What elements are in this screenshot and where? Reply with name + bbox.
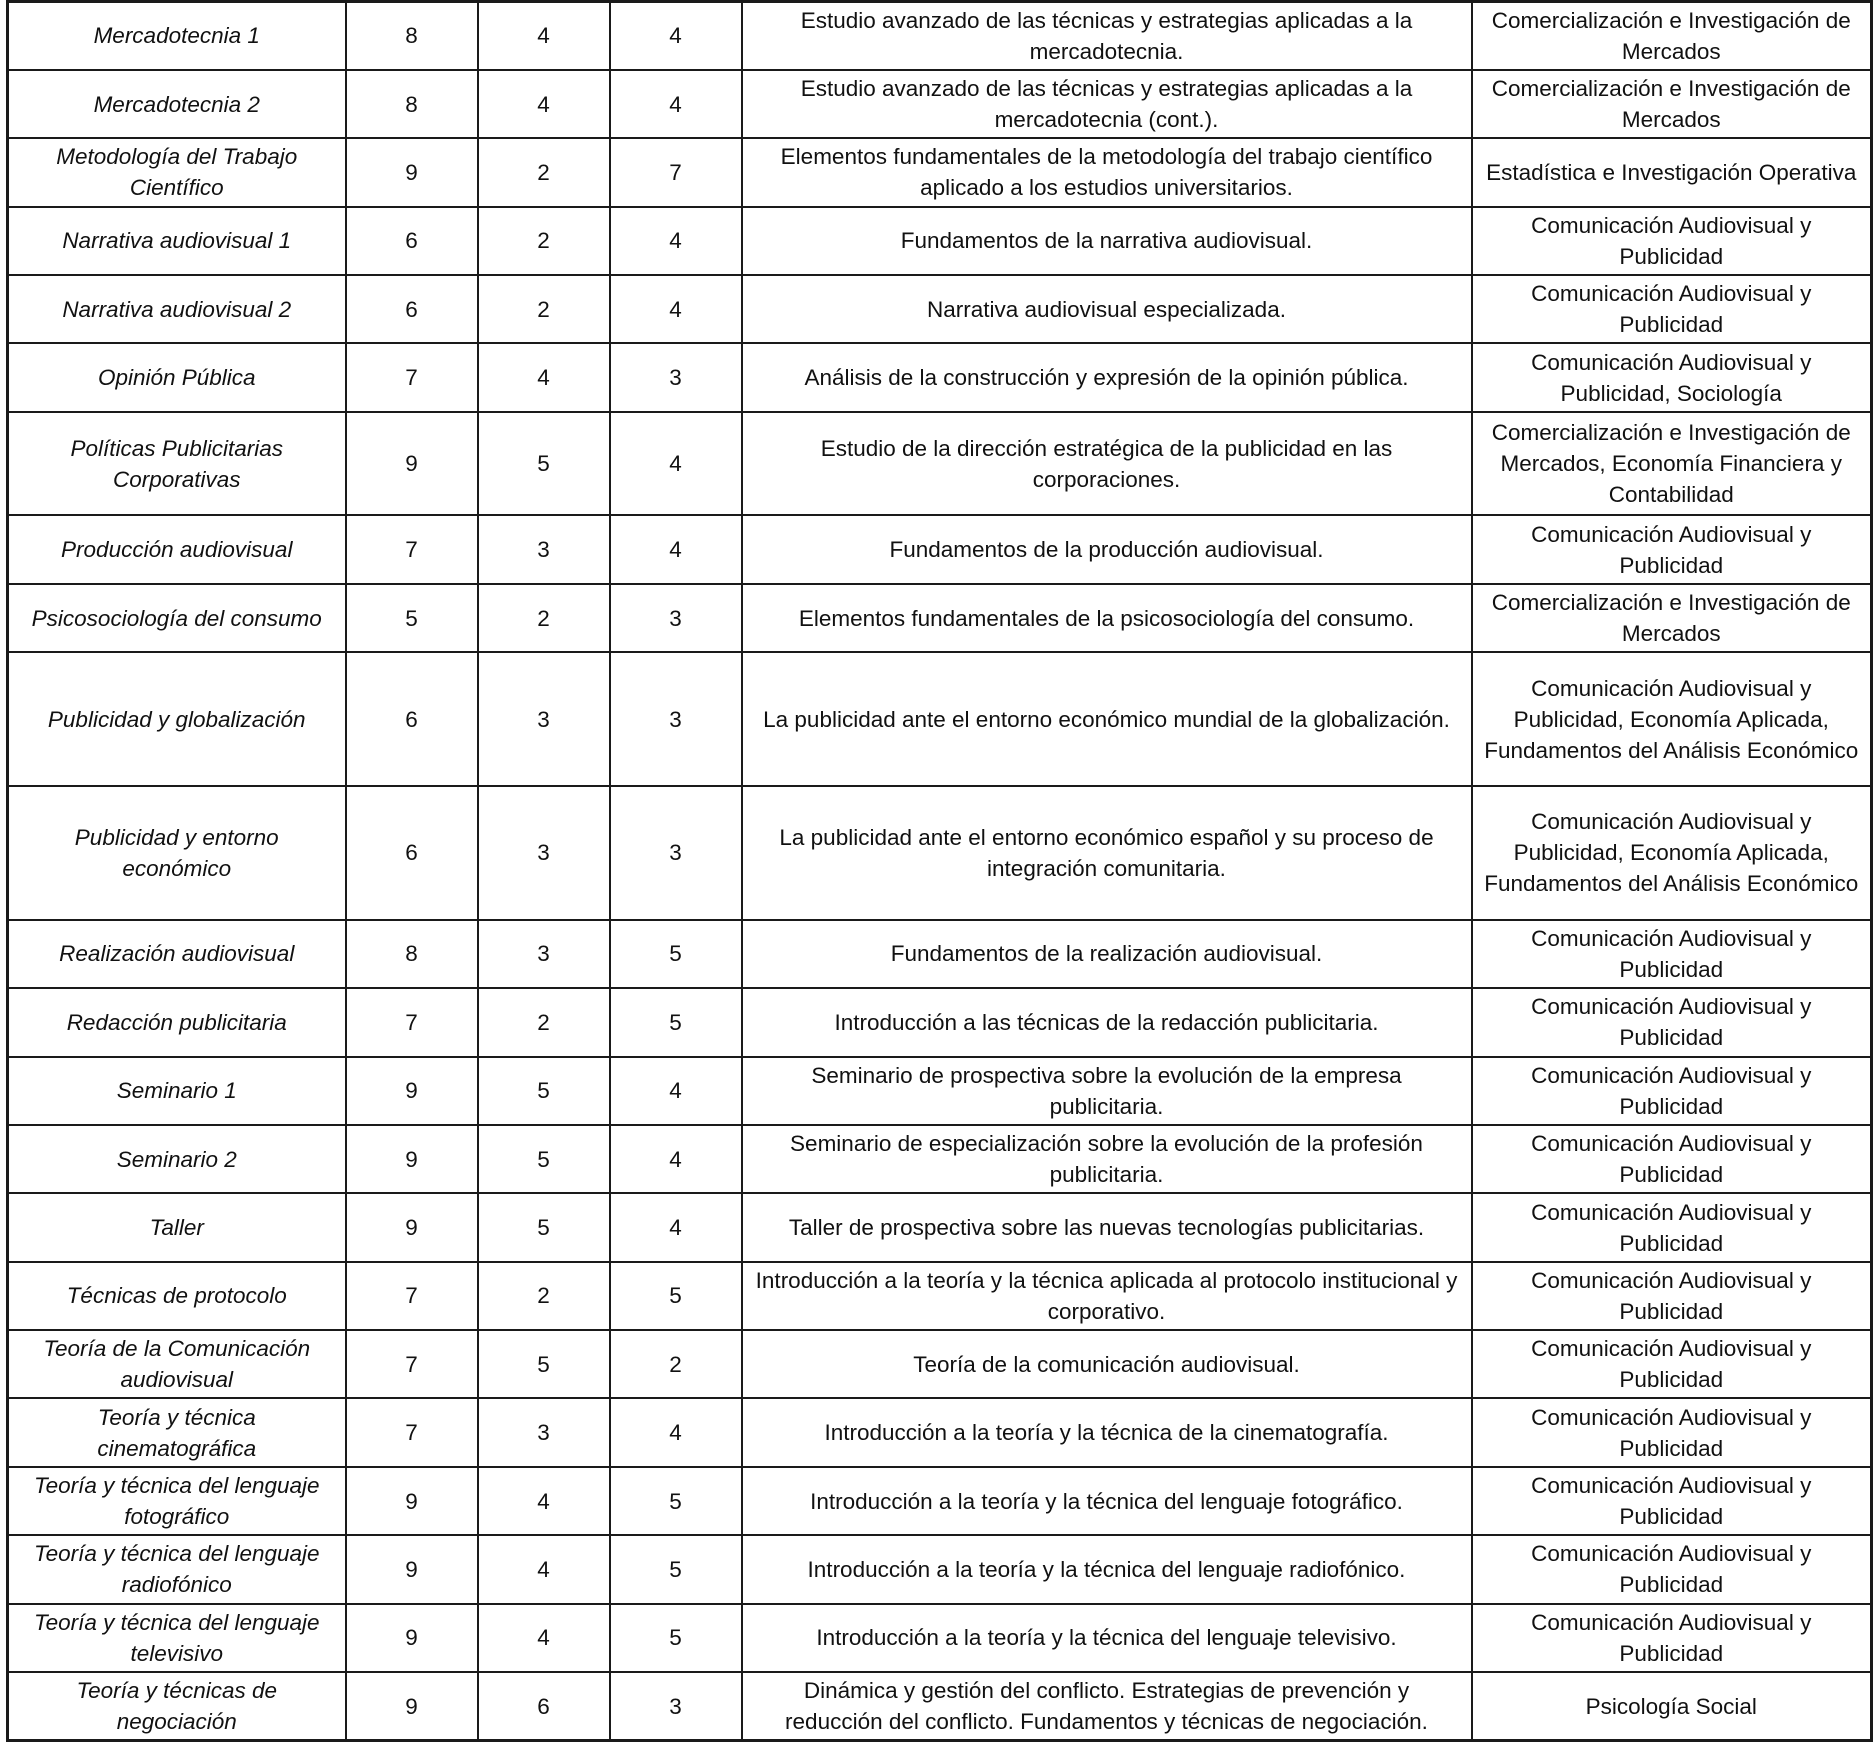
department-cell: Comunicación Audiovisual y Publicidad xyxy=(1472,1398,1872,1466)
description-cell: Introducción a la teoría y la técnica aplicada al protocolo institucional y corporativo. xyxy=(742,1262,1472,1330)
subject-cell: Publicidad y globalización xyxy=(8,652,346,786)
credits-cell: 6 xyxy=(346,652,478,786)
table-row xyxy=(8,1262,1872,1330)
description-cell: La publicidad ante el entorno económico mundial de la globalización. xyxy=(742,652,1472,786)
department-cell: Comunicación Audiovisual y Publicidad xyxy=(1472,1604,1872,1672)
description-cell: Taller de prospectiva sobre las nuevas tecnologías publicitarias. xyxy=(742,1193,1472,1261)
theory-credits-cell: 4 xyxy=(478,1604,610,1672)
theory-credits-cell: 2 xyxy=(478,1262,610,1330)
department-cell: Comunicación Audiovisual y Publicidad xyxy=(1472,515,1872,583)
theory-credits-cell: 5 xyxy=(478,412,610,516)
description-cell: Elementos fundamentales de la metodología del trabajo científico aplicado a los estudios universitarios. xyxy=(742,138,1472,206)
practice-credits-cell: 5 xyxy=(610,1262,742,1330)
theory-credits-cell: 2 xyxy=(478,584,610,652)
department-cell: Comercialización e Investigación de Mercados xyxy=(1472,584,1872,652)
theory-credits-cell: 2 xyxy=(478,988,610,1056)
theory-credits-cell: 6 xyxy=(478,1672,610,1740)
theory-credits-cell: 5 xyxy=(478,1057,610,1125)
practice-credits-cell: 4 xyxy=(610,70,742,138)
department-cell: Comunicación Audiovisual y Publicidad, Sociología xyxy=(1472,343,1872,411)
department-cell: Comunicación Audiovisual y Publicidad xyxy=(1472,1125,1872,1193)
practice-credits-cell: 3 xyxy=(610,1672,742,1740)
description-cell: Estudio avanzado de las técnicas y estrategias aplicadas a la mercadotecnia (cont.). xyxy=(742,70,1472,138)
subject-cell: Mercadotecnia 1 xyxy=(8,2,346,70)
credits-cell: 7 xyxy=(346,988,478,1056)
table-row xyxy=(8,343,1872,411)
table-row xyxy=(8,1535,1872,1603)
practice-credits-cell: 4 xyxy=(610,1398,742,1466)
subject-cell: Publicidad y entorno económico xyxy=(8,786,346,920)
practice-credits-cell: 3 xyxy=(610,786,742,920)
department-cell: Comunicación Audiovisual y Publicidad xyxy=(1472,1467,1872,1535)
practice-credits-cell: 4 xyxy=(610,1057,742,1125)
practice-credits-cell: 5 xyxy=(610,988,742,1056)
credits-cell: 9 xyxy=(346,1125,478,1193)
description-cell: Elementos fundamentales de la psicosociología del consumo. xyxy=(742,584,1472,652)
theory-credits-cell: 3 xyxy=(478,515,610,583)
department-cell: Comunicación Audiovisual y Publicidad xyxy=(1472,1057,1872,1125)
table-row xyxy=(8,1193,1872,1261)
subject-cell: Metodología del Trabajo Científico xyxy=(8,138,346,206)
subject-cell: Teoría y técnica del lenguaje televisivo xyxy=(8,1604,346,1672)
theory-credits-cell: 4 xyxy=(478,1467,610,1535)
credits-cell: 7 xyxy=(346,343,478,411)
credits-cell: 8 xyxy=(346,920,478,988)
subject-cell: Mercadotecnia 2 xyxy=(8,70,346,138)
credits-cell: 9 xyxy=(346,1535,478,1603)
practice-credits-cell: 5 xyxy=(610,1535,742,1603)
subject-cell: Narrativa audiovisual 2 xyxy=(8,275,346,343)
department-cell: Comunicación Audiovisual y Publicidad xyxy=(1472,207,1872,275)
practice-credits-cell: 4 xyxy=(610,1193,742,1261)
credits-cell: 7 xyxy=(346,1262,478,1330)
description-cell: Narrativa audiovisual especializada. xyxy=(742,275,1472,343)
credits-cell: 9 xyxy=(346,412,478,516)
practice-credits-cell: 3 xyxy=(610,584,742,652)
description-cell: La publicidad ante el entorno económico español y su proceso de integración comunitaria. xyxy=(742,786,1472,920)
table-row xyxy=(8,412,1872,516)
table-row xyxy=(8,1057,1872,1125)
credits-cell: 9 xyxy=(346,1672,478,1740)
description-cell: Fundamentos de la narrativa audiovisual. xyxy=(742,207,1472,275)
subject-cell: Realización audiovisual xyxy=(8,920,346,988)
credits-cell: 6 xyxy=(346,786,478,920)
description-cell: Seminario de especialización sobre la evolución de la profesión publicitaria. xyxy=(742,1125,1472,1193)
credits-cell: 7 xyxy=(346,1330,478,1398)
theory-credits-cell: 2 xyxy=(478,275,610,343)
credits-cell: 5 xyxy=(346,584,478,652)
credits-cell: 9 xyxy=(346,138,478,206)
department-cell: Comunicación Audiovisual y Publicidad xyxy=(1472,1535,1872,1603)
theory-credits-cell: 5 xyxy=(478,1330,610,1398)
table-body xyxy=(8,2,1872,1741)
department-cell: Comercialización e Investigación de Mercados xyxy=(1472,70,1872,138)
subject-cell: Políticas Publicitarias Corporativas xyxy=(8,412,346,516)
table-row xyxy=(8,1125,1872,1193)
subject-cell: Seminario 1 xyxy=(8,1057,346,1125)
subject-cell: Teoría y técnica del lenguaje radiofónico xyxy=(8,1535,346,1603)
description-cell: Estudio avanzado de las técnicas y estrategias aplicadas a la mercadotecnia. xyxy=(742,2,1472,70)
credits-cell: 9 xyxy=(346,1604,478,1672)
practice-credits-cell: 4 xyxy=(610,207,742,275)
department-cell: Comunicación Audiovisual y Publicidad xyxy=(1472,1262,1872,1330)
description-cell: Introducción a la teoría y la técnica de la cinematografía. xyxy=(742,1398,1472,1466)
theory-credits-cell: 2 xyxy=(478,207,610,275)
description-cell: Fundamentos de la producción audiovisual. xyxy=(742,515,1472,583)
curriculum-table xyxy=(6,0,1873,1742)
subject-cell: Teoría y técnica cinematográfica xyxy=(8,1398,346,1466)
department-cell: Comunicación Audiovisual y Publicidad, Economía Aplicada, Fundamentos del Análisis Económico xyxy=(1472,652,1872,786)
table-row xyxy=(8,1330,1872,1398)
table-row xyxy=(8,1672,1872,1740)
practice-credits-cell: 7 xyxy=(610,138,742,206)
theory-credits-cell: 3 xyxy=(478,1398,610,1466)
credits-cell: 9 xyxy=(346,1193,478,1261)
table-row xyxy=(8,70,1872,138)
credits-cell: 6 xyxy=(346,207,478,275)
theory-credits-cell: 3 xyxy=(478,786,610,920)
practice-credits-cell: 5 xyxy=(610,1604,742,1672)
theory-credits-cell: 3 xyxy=(478,920,610,988)
subject-cell: Seminario 2 xyxy=(8,1125,346,1193)
table-row xyxy=(8,275,1872,343)
description-cell: Teoría de la comunicación audiovisual. xyxy=(742,1330,1472,1398)
table-row xyxy=(8,786,1872,920)
department-cell: Comunicación Audiovisual y Publicidad xyxy=(1472,1330,1872,1398)
credits-cell: 7 xyxy=(346,515,478,583)
practice-credits-cell: 3 xyxy=(610,343,742,411)
table-row xyxy=(8,515,1872,583)
table-row xyxy=(8,1467,1872,1535)
table-row xyxy=(8,138,1872,206)
practice-credits-cell: 4 xyxy=(610,2,742,70)
description-cell: Análisis de la construcción y expresión de la opinión pública. xyxy=(742,343,1472,411)
subject-cell: Producción audiovisual xyxy=(8,515,346,583)
department-cell: Estadística e Investigación Operativa xyxy=(1472,138,1872,206)
table-row xyxy=(8,652,1872,786)
practice-credits-cell: 4 xyxy=(610,515,742,583)
practice-credits-cell: 4 xyxy=(610,1125,742,1193)
description-cell: Dinámica y gestión del conflicto. Estrategias de prevención y reducción del conflicto. Fundamentos y técnicas de negociación. xyxy=(742,1672,1472,1740)
practice-credits-cell: 4 xyxy=(610,412,742,516)
description-cell: Introducción a la teoría y la técnica del lenguaje televisivo. xyxy=(742,1604,1472,1672)
department-cell: Comercialización e Investigación de Mercados xyxy=(1472,2,1872,70)
credits-cell: 8 xyxy=(346,2,478,70)
practice-credits-cell: 5 xyxy=(610,920,742,988)
description-cell: Introducción a las técnicas de la redacción publicitaria. xyxy=(742,988,1472,1056)
table-row xyxy=(8,207,1872,275)
description-cell: Seminario de prospectiva sobre la evolución de la empresa publicitaria. xyxy=(742,1057,1472,1125)
theory-credits-cell: 3 xyxy=(478,652,610,786)
subject-cell: Teoría de la Comunicación audiovisual xyxy=(8,1330,346,1398)
subject-cell: Narrativa audiovisual 1 xyxy=(8,207,346,275)
table-row xyxy=(8,1398,1872,1466)
description-cell: Introducción a la teoría y la técnica del lenguaje radiofónico. xyxy=(742,1535,1472,1603)
description-cell: Introducción a la teoría y la técnica del lenguaje fotográfico. xyxy=(742,1467,1472,1535)
department-cell: Comunicación Audiovisual y Publicidad xyxy=(1472,1193,1872,1261)
credits-cell: 7 xyxy=(346,1398,478,1466)
subject-cell: Teoría y técnica del lenguaje fotográfico xyxy=(8,1467,346,1535)
practice-credits-cell: 5 xyxy=(610,1467,742,1535)
table-row xyxy=(8,2,1872,70)
theory-credits-cell: 4 xyxy=(478,343,610,411)
credits-cell: 9 xyxy=(346,1057,478,1125)
document-page xyxy=(6,0,1870,1742)
practice-credits-cell: 2 xyxy=(610,1330,742,1398)
department-cell: Comunicación Audiovisual y Publicidad xyxy=(1472,275,1872,343)
theory-credits-cell: 4 xyxy=(478,70,610,138)
subject-cell: Teoría y técnicas de negociación xyxy=(8,1672,346,1740)
description-cell: Estudio de la dirección estratégica de la publicidad en las corporaciones. xyxy=(742,412,1472,516)
subject-cell: Opinión Pública xyxy=(8,343,346,411)
subject-cell: Taller xyxy=(8,1193,346,1261)
department-cell: Comunicación Audiovisual y Publicidad, Economía Aplicada, Fundamentos del Análisis Económico xyxy=(1472,786,1872,920)
credits-cell: 8 xyxy=(346,70,478,138)
theory-credits-cell: 4 xyxy=(478,1535,610,1603)
theory-credits-cell: 2 xyxy=(478,138,610,206)
description-cell: Fundamentos de la realización audiovisual. xyxy=(742,920,1472,988)
practice-credits-cell: 4 xyxy=(610,275,742,343)
practice-credits-cell: 3 xyxy=(610,652,742,786)
table-row xyxy=(8,920,1872,988)
subject-cell: Psicosociología del consumo xyxy=(8,584,346,652)
department-cell: Comunicación Audiovisual y Publicidad xyxy=(1472,920,1872,988)
theory-credits-cell: 5 xyxy=(478,1125,610,1193)
department-cell: Comunicación Audiovisual y Publicidad xyxy=(1472,988,1872,1056)
department-cell: Psicología Social xyxy=(1472,1672,1872,1740)
theory-credits-cell: 4 xyxy=(478,2,610,70)
table-row xyxy=(8,988,1872,1056)
credits-cell: 9 xyxy=(346,1467,478,1535)
theory-credits-cell: 5 xyxy=(478,1193,610,1261)
subject-cell: Redacción publicitaria xyxy=(8,988,346,1056)
department-cell: Comercialización e Investigación de Mercados, Economía Financiera y Contabilidad xyxy=(1472,412,1872,516)
table-row xyxy=(8,1604,1872,1672)
credits-cell: 6 xyxy=(346,275,478,343)
table-row xyxy=(8,584,1872,652)
subject-cell: Técnicas de protocolo xyxy=(8,1262,346,1330)
